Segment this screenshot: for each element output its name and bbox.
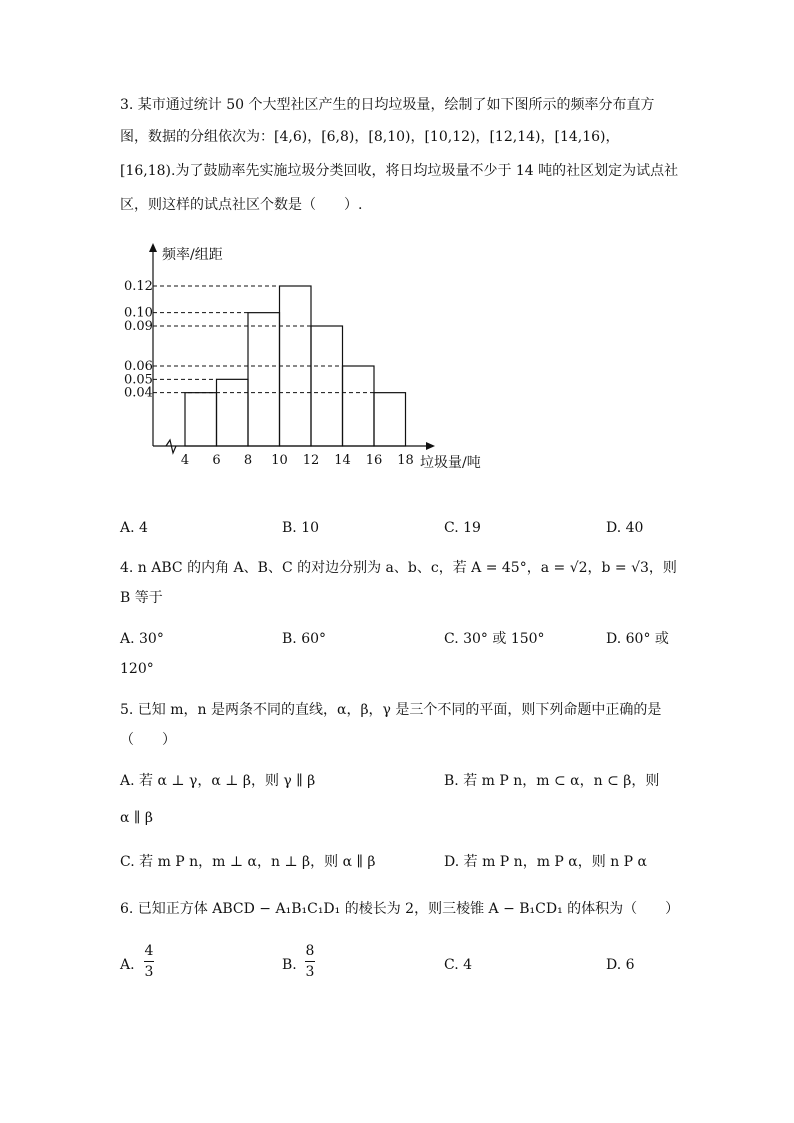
q6-option-b-label[interactable]: B. bbox=[282, 957, 297, 973]
q5-option-c[interactable]: C. 若 m P n，m ⊥ α，n ⊥ β，则 α ∥ β bbox=[120, 854, 376, 870]
fraction-bar bbox=[144, 961, 154, 962]
x-tick-label: 12 bbox=[302, 453, 320, 468]
q3-stem-line-4: 区，则这样的试点社区个数是（ ）. bbox=[120, 197, 363, 213]
y-tick-label: 0.04 bbox=[124, 385, 153, 401]
y-tick-label: 0.10 bbox=[124, 305, 153, 321]
x-tick-label: 8 bbox=[243, 453, 253, 468]
x-tick-label: 14 bbox=[334, 453, 351, 468]
x-axis-label: 垃圾量/吨 bbox=[420, 455, 481, 471]
y-axis-label: 频率/组距 bbox=[162, 247, 223, 263]
q6-option-a-numerator: 4 bbox=[144, 943, 154, 959]
y-tick-label: 0.09 bbox=[124, 319, 153, 334]
q3-stem-line-1: 3. 某市通过统计 50 个大型社区产生的日均垃圾量，绘制了如下图所示的频率分布直方 bbox=[120, 97, 655, 113]
q5-stem-line-2: （ ） bbox=[120, 732, 176, 748]
y-tick-label: 0.06 bbox=[124, 359, 153, 374]
q6-stem-line-1: 6. 已知正方体 ABCD − A₁B₁C₁D₁ 的棱长为 2，则三棱锥 A − B₁CD₁ 的体积为（ ） bbox=[120, 901, 680, 917]
q3-option-a[interactable]: A. 4 bbox=[120, 520, 148, 536]
q4-option-d-continued: 120° bbox=[120, 661, 154, 677]
x-tick-label: 16 bbox=[365, 453, 383, 468]
q4-stem-line-2: B 等于 bbox=[120, 590, 163, 606]
q3-stem-line-3: [16,18).为了鼓励率先实施垃圾分类回收，将日均垃圾量不少于 14 吨的社区划定为试点社 bbox=[120, 163, 679, 179]
y-tick-label: 0.12 bbox=[124, 279, 153, 294]
histogram-bar bbox=[374, 393, 406, 446]
histogram-bar bbox=[217, 379, 249, 446]
q6-option-a-denominator: 3 bbox=[144, 964, 154, 980]
q6-option-a-label[interactable]: A. bbox=[120, 957, 135, 973]
q3-option-d[interactable]: D. 40 bbox=[606, 520, 644, 536]
histogram-bar bbox=[343, 366, 375, 446]
x-tick-label: 18 bbox=[397, 453, 414, 468]
x-tick-label: 10 bbox=[271, 453, 288, 468]
q6-option-a-fraction bbox=[142, 943, 156, 980]
q4-option-d[interactable]: D. 60° 或 bbox=[606, 631, 669, 647]
q4-stem-line-1: 4. n ABC 的内角 A、B、C 的对边分别为 a、b、c，若 A = 45°，a = √2，b = √3，则 bbox=[120, 560, 677, 576]
q3-option-b[interactable]: B. 10 bbox=[282, 520, 320, 536]
fraction-bar bbox=[305, 961, 315, 962]
x-tick-label: 6 bbox=[212, 453, 221, 468]
q3-stem-line-2: 图，数据的分组依次为：[4,6)，[6,8)，[8,10)，[10,12)，[12,14)，[14,16)， bbox=[120, 129, 620, 145]
histogram-bar bbox=[185, 393, 217, 446]
q5-option-b-continued: α ∥ β bbox=[120, 810, 153, 826]
y-axis-arrow bbox=[149, 243, 157, 252]
q5-stem-line-1: 5. 已知 m，n 是两条不同的直线，α，β，γ 是三个不同的平面，则下列命题中正确的是 bbox=[120, 702, 662, 718]
x-axis-arrow bbox=[426, 442, 435, 450]
q6-option-d[interactable]: D. 6 bbox=[606, 957, 635, 973]
q3-option-c[interactable]: C. 19 bbox=[444, 520, 481, 536]
q6-option-b-fraction bbox=[303, 943, 317, 980]
q4-option-b[interactable]: B. 60° bbox=[282, 631, 327, 647]
histogram-bar bbox=[280, 286, 312, 446]
q5-option-b[interactable]: B. 若 m P n，m ⊂ α，n ⊂ β，则 bbox=[444, 773, 660, 789]
histogram-bar bbox=[311, 326, 343, 446]
q5-option-a[interactable]: A. 若 α ⊥ γ，α ⊥ β，则 γ ∥ β bbox=[120, 773, 316, 789]
axis-break bbox=[166, 440, 176, 453]
q6-option-c[interactable]: C. 4 bbox=[444, 957, 473, 973]
q6-option-b-numerator: 8 bbox=[305, 943, 315, 959]
q4-option-c[interactable]: C. 30° 或 150° bbox=[444, 631, 545, 647]
x-tick-label: 4 bbox=[180, 453, 190, 468]
q6-option-b-denominator: 3 bbox=[305, 964, 315, 980]
y-tick-label: 0.05 bbox=[124, 372, 153, 388]
q5-option-d[interactable]: D. 若 m P n，m P α，则 n P α bbox=[444, 854, 647, 870]
histogram-bar bbox=[248, 313, 280, 446]
q4-option-a[interactable]: A. 30° bbox=[120, 631, 164, 647]
